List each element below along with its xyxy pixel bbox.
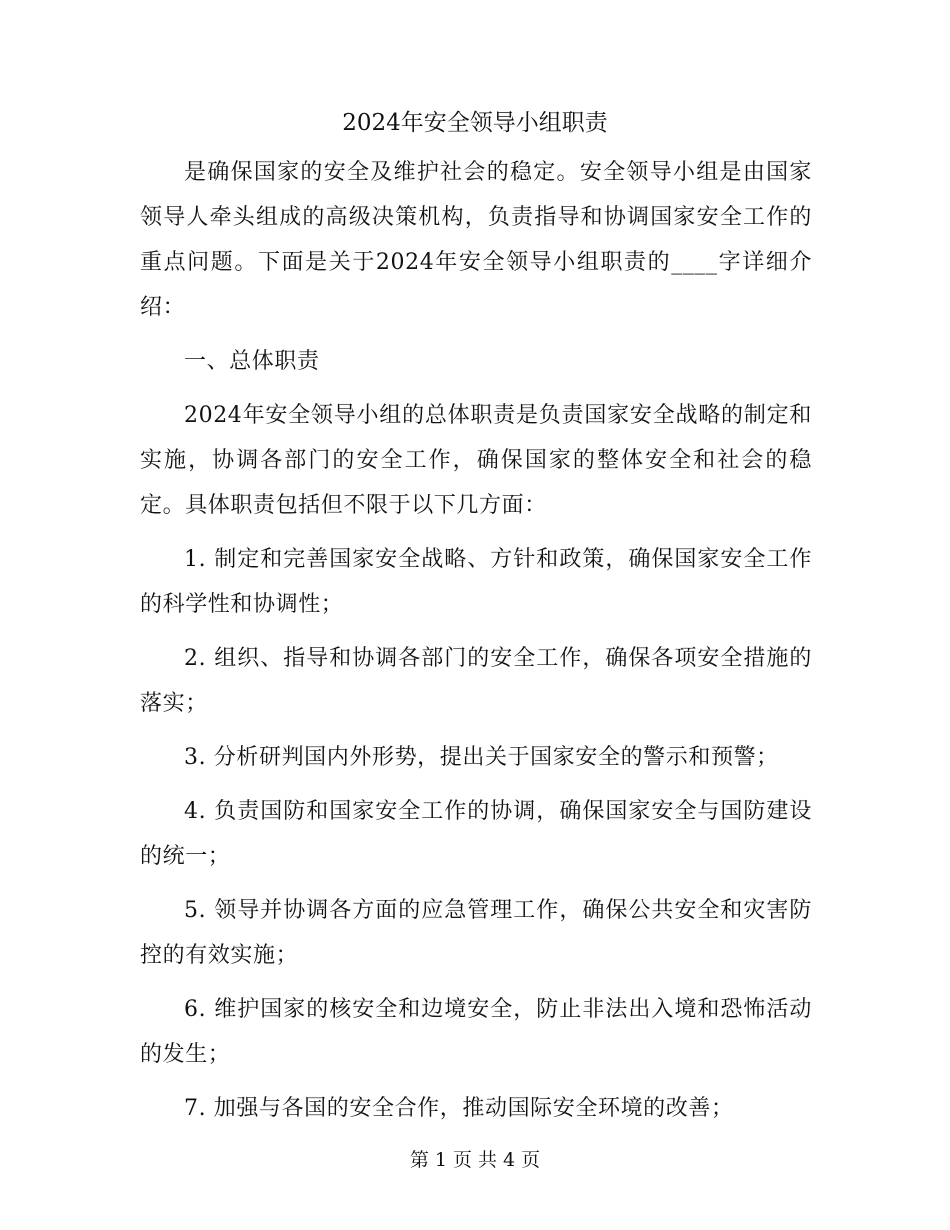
document-title: 2024年安全领导小组职责 <box>342 110 608 136</box>
document-body <box>140 150 812 1140</box>
overview-paragraph: 2024年安全领导小组的总体职责是负责国家安全战略的制定和实施，协调各部门的安全工作，确保国家的整体安全和社会的稳定。具体职责包括但不限于以下几方面： <box>140 403 812 518</box>
intro-paragraph: 是确保国家的安全及维护社会的稳定。安全领导小组是由国家领导人牵头组成的高级决策机构，负责指导和协调国家安全工作的重点问题。下面是关于2024年安全领导小组职责的____字详细介绍： <box>140 160 812 320</box>
section-heading: 一、总体职责 <box>184 349 320 374</box>
list-item-2: 2. 组织、指导和协调各部门的安全工作，确保各项安全措施的落实； <box>140 646 812 716</box>
list-item-6: 6. 维护国家的核安全和边境安全，防止非法出入境和恐怖活动的发生； <box>140 997 812 1067</box>
list-item-1: 1. 制定和完善国家安全战略、方针和政策，确保国家安全工作的科学性和协调性； <box>140 547 812 617</box>
list-item-5: 5. 领导并协调各方面的应急管理工作，确保公共安全和灾害防控的有效实施； <box>140 898 812 968</box>
list-item-3: 3. 分析研判国内外形势，提出关于国家安全的警示和预警； <box>184 745 779 770</box>
list-item-7: 7. 加强与各国的安全合作，推动国际安全环境的改善； <box>184 1096 734 1121</box>
page-footer: 第 1 页 共 4 页 <box>409 1149 541 1171</box>
list-item-4: 4. 负责国防和国家安全工作的协调，确保国家安全与国防建设的统一； <box>140 799 812 869</box>
